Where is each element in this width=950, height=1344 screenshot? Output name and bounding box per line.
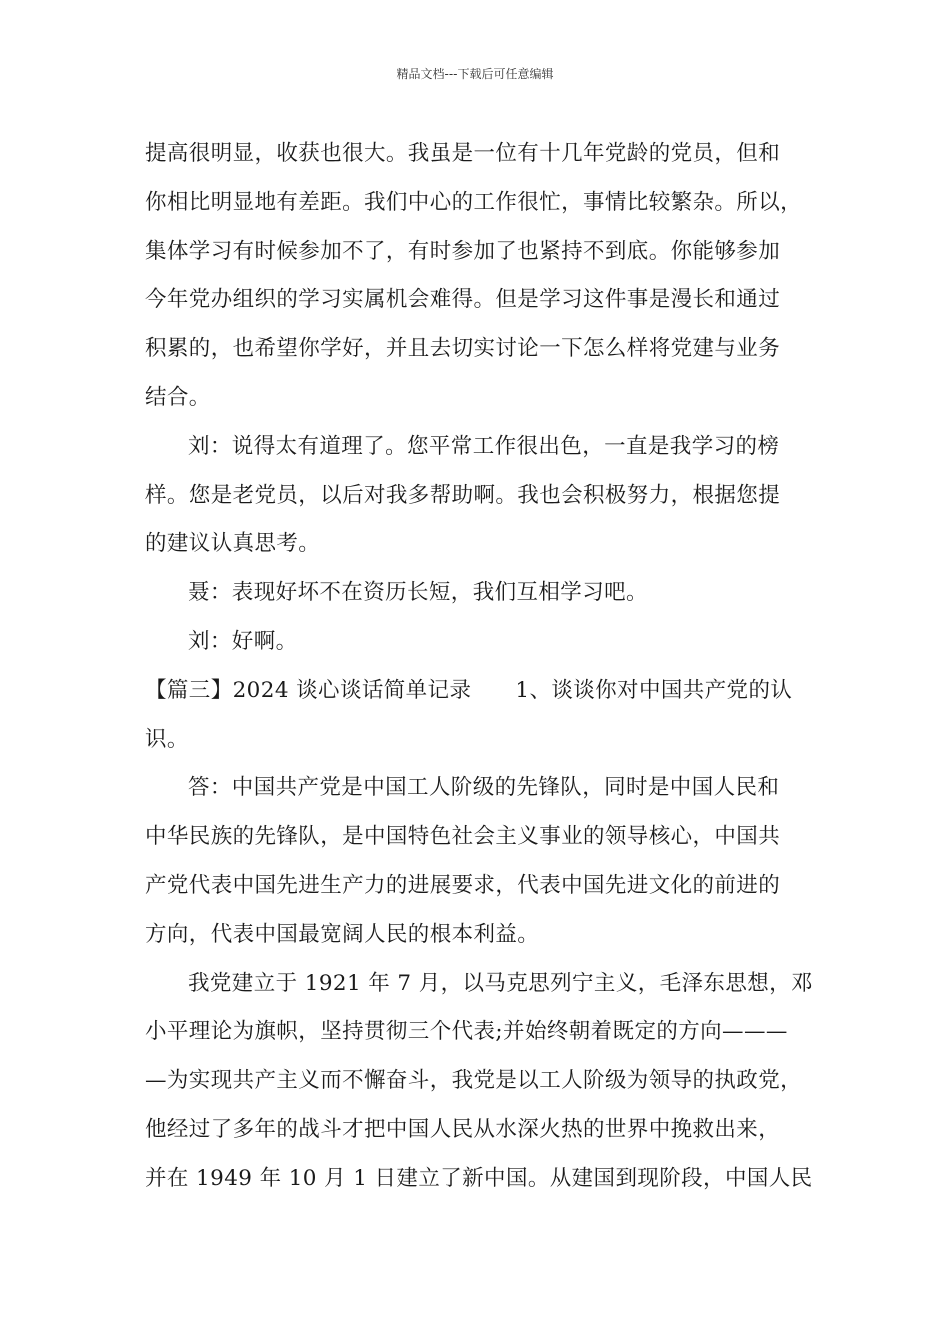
- section-title: 【篇三】2024 谈心谈话简单记录: [145, 677, 472, 703]
- text-line: 积累的，也希望你学好，并且去切实讨论一下怎么样将党建与业务: [145, 336, 781, 362]
- text-line: 并在 1949 年 10 月 1 日建立了新中国。从建国到现阶段，中国人民: [145, 1165, 813, 1191]
- text-line: 结合。: [145, 384, 211, 410]
- text-line: 他经过了多年的战斗才把中国人民从水深火热的世界中挽救出来，: [145, 1116, 781, 1142]
- text-line: 样。您是老党员，以后对我多帮助啊。我也会积极努力，根据您提: [145, 482, 781, 508]
- text-line: 小平理论为旗帜，坚持贯彻三个代表;并始终朝着既定的方向———: [145, 1019, 788, 1045]
- text-line: 提高很明显，收获也很大。我虽是一位有十几年党龄的党员，但和: [145, 141, 781, 166]
- text-line: 的建议认真思考。: [145, 531, 321, 557]
- paragraph-continuation: [145, 130, 817, 423]
- text-line: 你相比明显地有差距。我们中心的工作很忙，事情比较繁杂。所以，: [145, 189, 803, 215]
- text-line: 答：中国共产党是中国工人阶级的先锋队，同时是中国人民和: [188, 775, 780, 801]
- text-line: 聂：表现好坏不在资历长短，我们互相学习吧。: [188, 580, 648, 606]
- text-line: 识。: [145, 726, 189, 752]
- page-header: 精品文档---下载后可任意编辑: [396, 67, 554, 81]
- text-line: 产党代表中国先进生产力的进展要求，代表中国先进文化的前进的: [145, 872, 781, 898]
- section-heading-line: [145, 667, 817, 716]
- text-line: 集体学习有时候参加不了，有时参加了也紧持不到底。你能够参加: [145, 238, 781, 264]
- section-question: 1、谈谈你对中国共产党的认: [515, 677, 793, 703]
- text-line: 刘：好啊。: [188, 628, 298, 654]
- paragraph-party-history: [145, 960, 817, 1204]
- text-line: 方向，代表中国最宽阔人民的根本利益。: [145, 921, 540, 947]
- text-line: 我党建立于 1921 年 7 月，以马克思列宁主义，毛泽东思想，邓: [188, 970, 813, 996]
- paragraph-answer: [145, 764, 817, 959]
- text-line: 今年党办组织的学习实属机会难得。但是学习这件事是漫长和通过: [145, 287, 781, 313]
- paragraph-liu-reply: [145, 423, 817, 569]
- paragraph-nie-reply: [145, 569, 817, 618]
- text-line: —为实现共产主义而不懈奋斗，我党是以工人阶级为领导的执政党，: [145, 1068, 803, 1094]
- paragraph-liu-ok: [145, 618, 817, 667]
- section-heading-paragraph: [145, 667, 817, 765]
- document-body: [145, 130, 817, 1204]
- text-line: 刘：说得太有道理了。您平常工作很出色，一直是我学习的榜: [188, 433, 780, 459]
- text-line: 中华民族的先锋队，是中国特色社会主义事业的领导核心，中国共: [145, 824, 781, 850]
